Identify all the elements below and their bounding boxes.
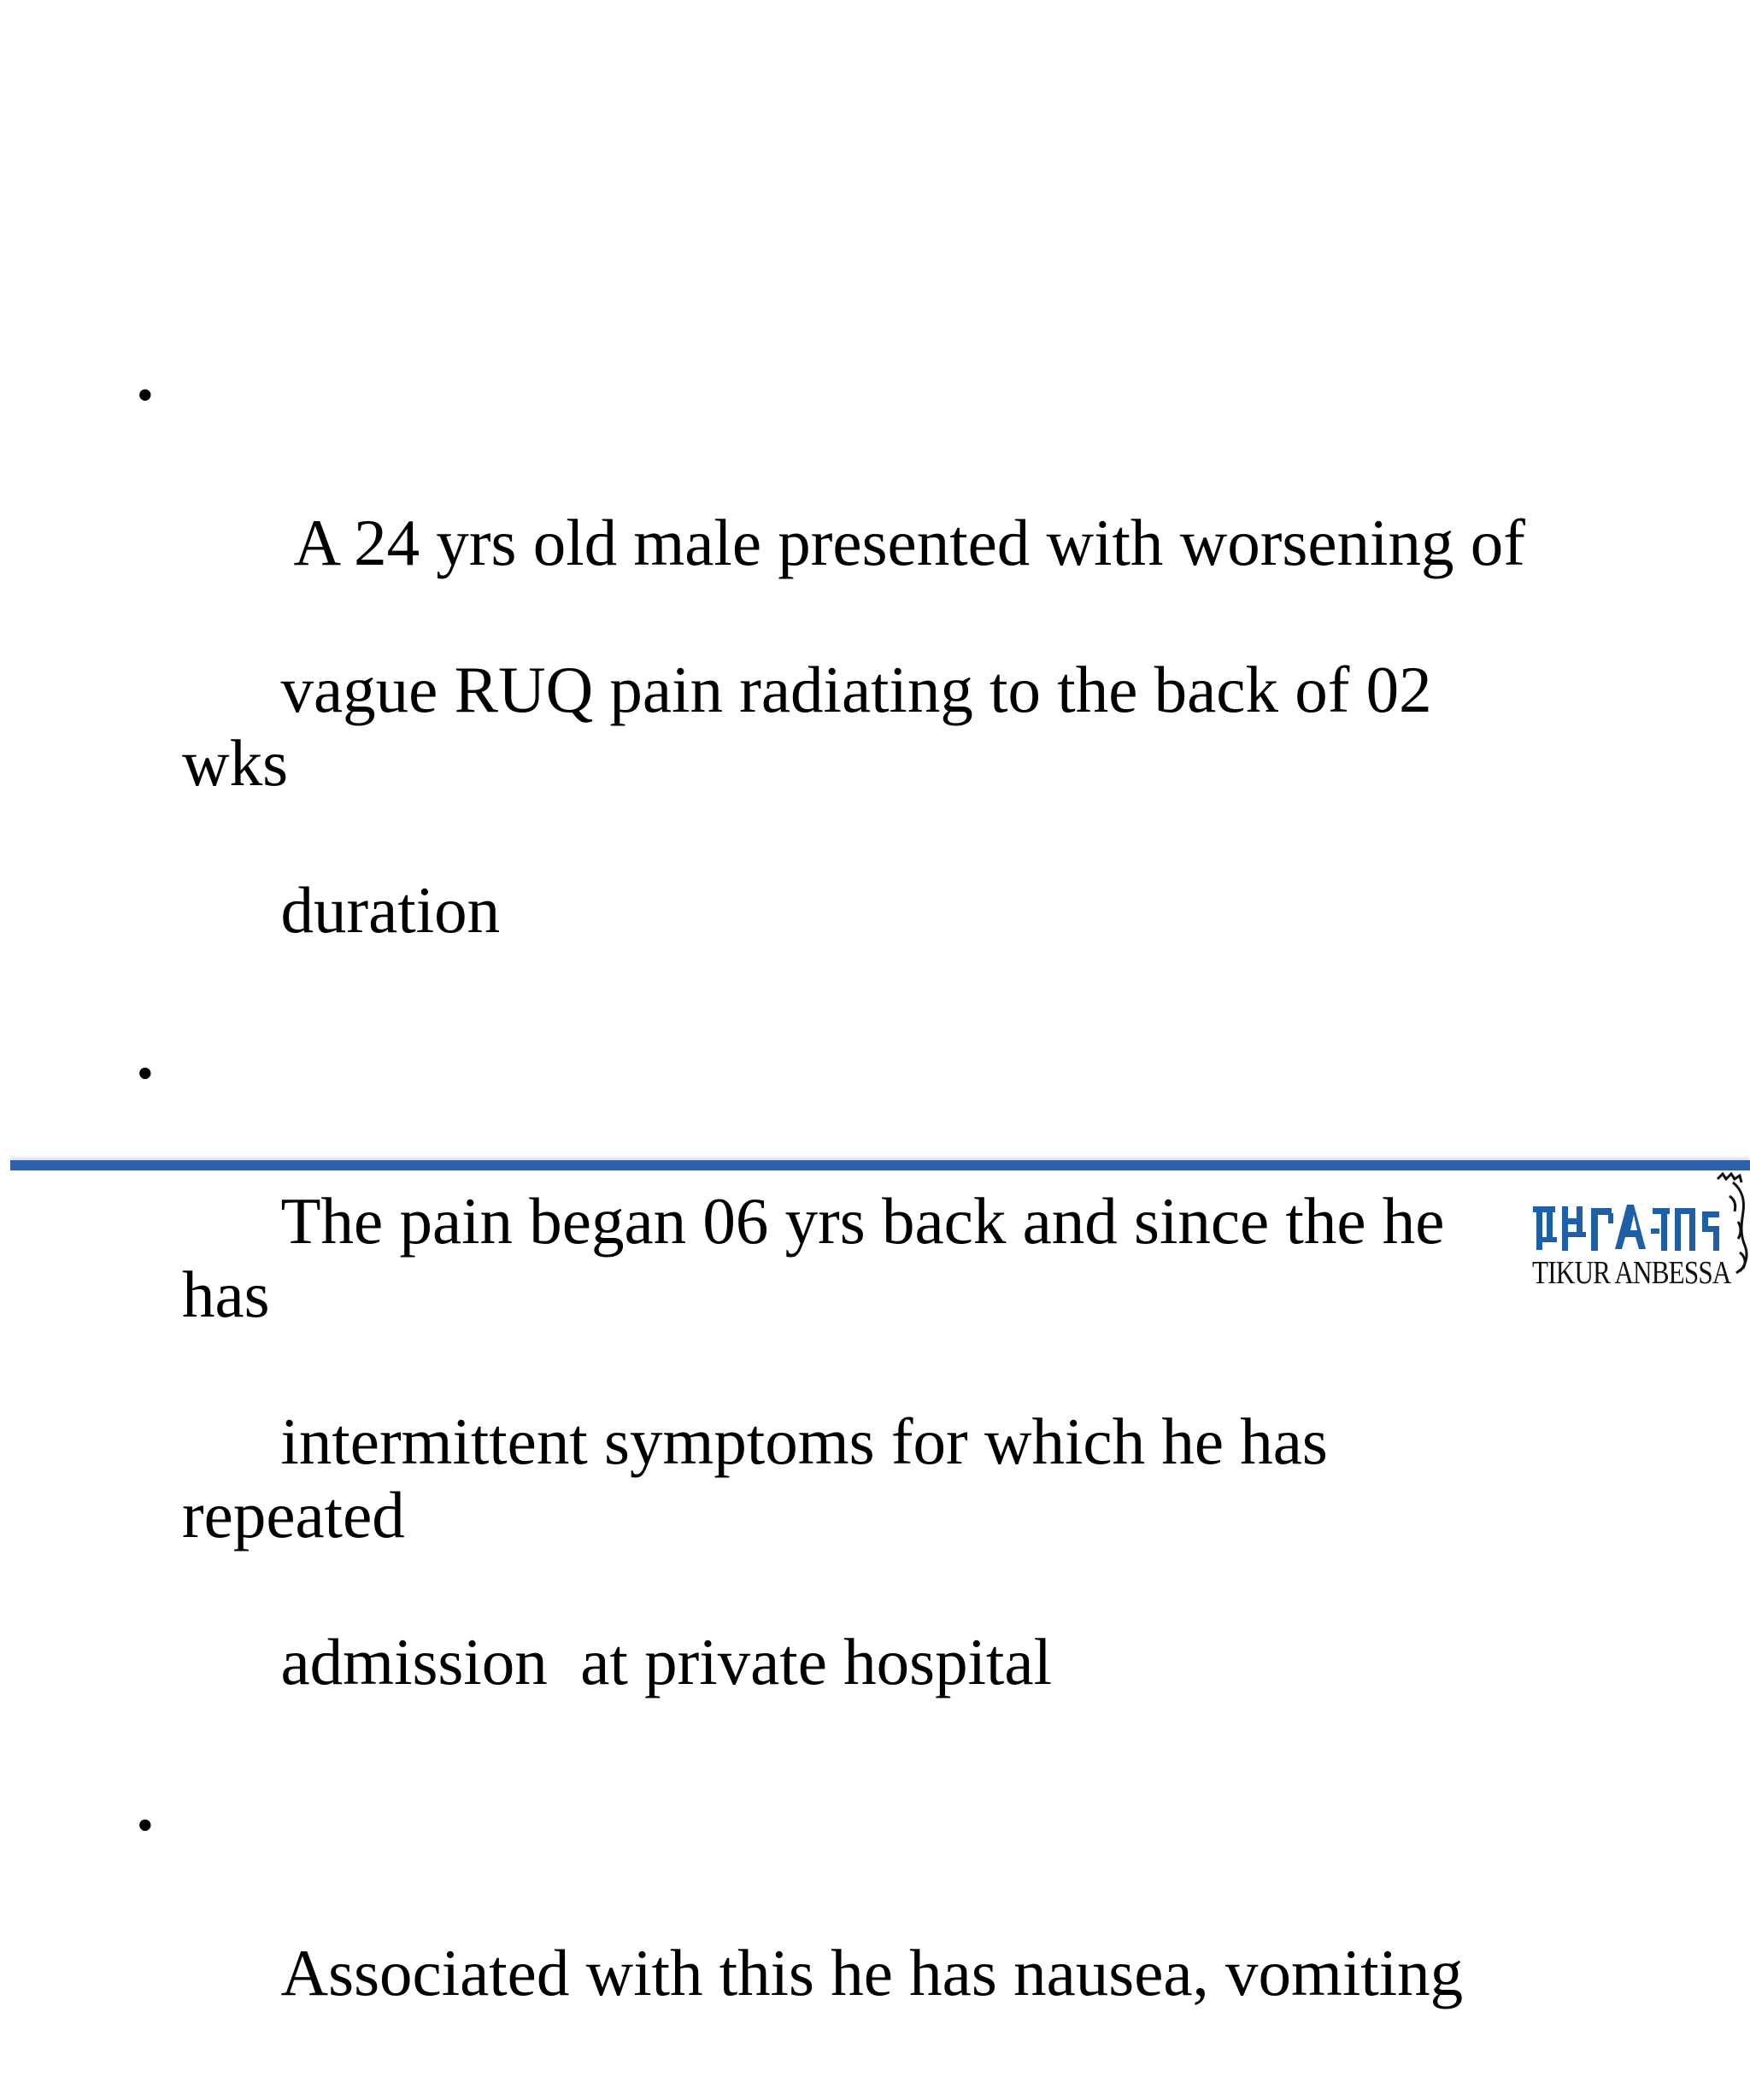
bullet-line: The pain began 06 yrs back and since the he has xyxy=(182,1184,1461,1331)
bullet-item xyxy=(137,1789,1538,2083)
logo-latin-text: TIKUR ANBESSA xyxy=(1532,1255,1731,1291)
bullet-item xyxy=(137,1037,1538,1772)
bullet-line: intermittent symptoms for which he has repeated xyxy=(182,1405,1345,1552)
bullet-marker: • xyxy=(137,369,154,422)
bullet-list xyxy=(137,359,1538,2100)
bullet-line: Associated with this he has nausea, vomiting xyxy=(280,1936,1464,2009)
bullet-item xyxy=(137,359,1538,1020)
bullet-line: duration xyxy=(280,873,501,947)
bullet-marker: • xyxy=(137,1047,154,1100)
bullet-line: admission at private hospital xyxy=(280,1625,1052,1698)
bullet-line: A 24 yrs old male presented with worsening of xyxy=(280,506,1525,579)
bullet-line: vague RUQ pain radiating to the back of 02 wks xyxy=(182,653,1448,800)
footer-divider xyxy=(10,1160,1750,1170)
amharic-wordmark xyxy=(1533,1205,1719,1251)
bullet-marker: • xyxy=(137,1799,154,1852)
